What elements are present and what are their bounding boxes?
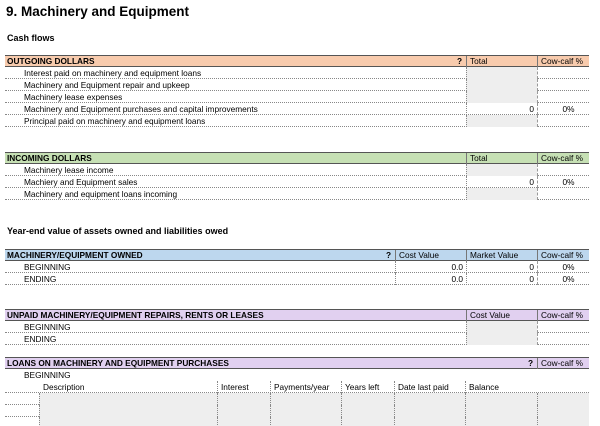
total-input[interactable] — [466, 91, 537, 103]
incoming-dollars-table — [5, 152, 589, 200]
payments-year-input[interactable] — [270, 405, 341, 417]
col-divider — [217, 381, 218, 393]
col-years-left: Years left — [345, 382, 380, 392]
outgoing-dollars-table — [5, 55, 589, 127]
col-cost-header: Cost Value — [395, 250, 466, 261]
help-icon[interactable]: ? — [386, 250, 392, 260]
row-label: BEGINNING — [24, 262, 71, 272]
total-cell: 0 — [466, 176, 537, 188]
col-date-last-paid: Date last paid — [398, 382, 449, 392]
pct-cell: 0% — [537, 273, 589, 285]
years-left-input[interactable] — [341, 405, 394, 417]
pct-cell — [537, 115, 589, 127]
row-label: ENDING — [24, 334, 57, 344]
cost-value-input[interactable] — [466, 321, 537, 333]
pct-cell — [537, 333, 589, 345]
table-row — [5, 188, 589, 200]
row-label: Interest paid on machinery and equipment loans — [24, 68, 202, 78]
pct-cell — [537, 321, 589, 333]
help-icon[interactable]: ? — [457, 56, 463, 66]
market-value-cell: 0 — [466, 273, 537, 285]
interest-input[interactable] — [217, 417, 270, 426]
row-label: ENDING — [24, 274, 57, 284]
description-input[interactable] — [39, 417, 217, 426]
row-label: Machinery lease income — [24, 165, 114, 175]
row-label: Principal paid on machinery and equipment loans — [24, 116, 206, 126]
table-row — [5, 321, 589, 333]
payments-year-input[interactable] — [270, 417, 341, 426]
row-label: Machiery and Equipment sales — [24, 177, 138, 187]
page-title: 9. Machinery and Equipment — [6, 4, 190, 19]
col-total-header: Total — [466, 153, 537, 164]
loans-table — [5, 357, 589, 426]
row-label: BEGINNING — [24, 370, 71, 380]
col-divider — [341, 381, 342, 393]
date-last-paid-input[interactable] — [394, 393, 465, 405]
total-input[interactable] — [466, 188, 537, 200]
col-cost-header: Cost Value — [466, 310, 537, 321]
pct-cell — [537, 188, 589, 200]
table-row — [5, 79, 589, 91]
unpaid-header — [5, 309, 589, 321]
unpaid-header-label: UNPAID MACHINERY/EQUIPMENT REPAIRS, RENTS OR LEASES — [7, 310, 264, 320]
date-last-paid-input[interactable] — [394, 405, 465, 417]
table-row — [5, 91, 589, 103]
cash-flows-heading: Cash flows — [7, 33, 55, 43]
description-input[interactable] — [39, 393, 217, 405]
payments-year-input[interactable] — [270, 393, 341, 405]
interest-input[interactable] — [217, 405, 270, 417]
owned-header-label: MACHINERY/EQUIPMENT OWNED — [7, 250, 143, 260]
table-row — [5, 115, 589, 127]
total-input[interactable] — [466, 115, 537, 127]
row-label: Machinery and Equipment repair and upkeep — [24, 80, 190, 90]
col-pct-header: Cow-calf % — [537, 310, 589, 321]
pct-cell — [537, 67, 589, 79]
col-divider — [270, 381, 271, 393]
loans-header — [5, 357, 589, 369]
col-divider — [465, 381, 466, 393]
loan-columns-header — [5, 381, 589, 393]
interest-input[interactable] — [217, 393, 270, 405]
total-input[interactable] — [466, 79, 537, 91]
unpaid-repairs-table — [5, 309, 589, 345]
total-input[interactable] — [466, 164, 537, 176]
row-label: BEGINNING — [24, 322, 71, 332]
table-row — [5, 67, 589, 79]
total-cell: 0 — [466, 103, 537, 115]
table-row — [5, 273, 589, 285]
total-input[interactable] — [466, 67, 537, 79]
loan-entry-row — [5, 393, 589, 405]
pct-input[interactable] — [537, 393, 589, 405]
balance-input[interactable] — [465, 393, 537, 405]
year-end-heading: Year-end value of assets owned and liabilities owed — [7, 226, 229, 236]
balance-input[interactable] — [465, 417, 537, 426]
col-pct-header: Cow-calf % — [537, 153, 589, 164]
market-value-cell: 0 — [466, 261, 537, 273]
equipment-owned-table — [5, 249, 589, 285]
incoming-header — [5, 152, 589, 164]
date-last-paid-input[interactable] — [394, 417, 465, 426]
outgoing-header — [5, 55, 589, 67]
col-pct-header: Cow-calf % — [537, 250, 589, 261]
help-icon[interactable]: ? — [528, 358, 534, 368]
cost-value-input[interactable] — [466, 333, 537, 345]
cost-value-cell: 0.0 — [395, 273, 466, 285]
pct-input[interactable] — [537, 417, 589, 426]
col-total-header: Total — [466, 56, 537, 67]
pct-cell: 0% — [537, 261, 589, 273]
row-label: Machinery and equipment loans incoming — [24, 189, 178, 199]
col-pct-header: Cow-calf % — [537, 56, 589, 67]
pct-input[interactable] — [537, 405, 589, 417]
col-interest: Interest — [221, 382, 249, 392]
pct-cell — [537, 79, 589, 91]
years-left-input[interactable] — [341, 417, 394, 426]
description-input[interactable] — [39, 405, 217, 417]
cost-value-cell: 0.0 — [395, 261, 466, 273]
table-row — [5, 261, 589, 273]
table-row — [5, 103, 589, 115]
row-label: Machinery and Equipment purchases and capital improvements — [24, 104, 258, 114]
table-row — [5, 333, 589, 345]
loan-entry-row — [5, 405, 589, 417]
incoming-header-label: INCOMING DOLLARS — [7, 153, 92, 163]
outgoing-header-label: OUTGOING DOLLARS — [7, 56, 95, 66]
owned-header — [5, 249, 589, 261]
pct-cell: 0% — [537, 103, 589, 115]
pct-cell — [537, 91, 589, 103]
balance-input[interactable] — [465, 405, 537, 417]
years-left-input[interactable] — [341, 393, 394, 405]
col-divider — [394, 381, 395, 393]
loan-entry-row — [5, 417, 589, 426]
col-pct-header: Cow-calf % — [537, 358, 589, 369]
col-description: Description — [43, 382, 85, 392]
col-balance: Balance — [469, 382, 499, 392]
table-row — [5, 176, 589, 188]
pct-cell: 0% — [537, 176, 589, 188]
row-label: Machinery lease expenses — [24, 92, 123, 102]
table-row — [5, 369, 589, 381]
loans-header-label: LOANS ON MACHINERY AND EQUIPMENT PURCHASES — [7, 358, 229, 368]
pct-cell — [537, 164, 589, 176]
col-payments-year: Payments/year — [274, 382, 330, 392]
col-market-header: Market Value — [466, 250, 537, 261]
table-row — [5, 164, 589, 176]
